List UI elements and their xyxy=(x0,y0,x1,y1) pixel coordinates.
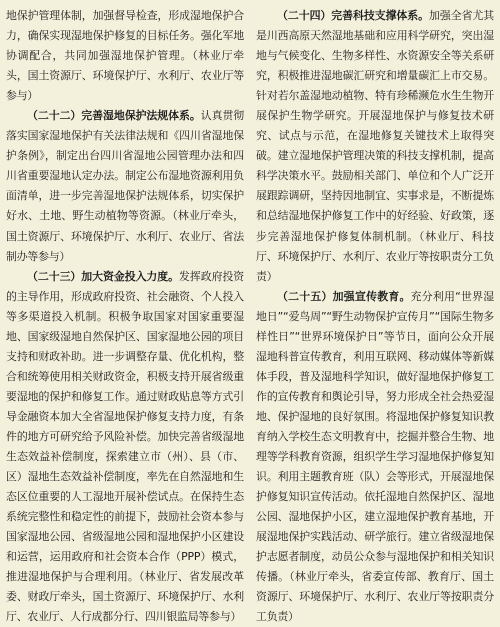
section-23 xyxy=(6,267,244,627)
section-25 xyxy=(256,287,494,627)
left-column xyxy=(6,6,244,624)
section-22 xyxy=(6,106,244,266)
section-22-heading: （二十二）完善湿地保护法规体系。 xyxy=(27,109,201,123)
section-25-body: 充分利用“世界湿地日”“爱鸟周”“野生动物保护宣传月”“国际生物多样性日”“世界环境保护日”等节日，面向公众开展湿地科普宣传教育，利用互联网、移动媒体等新媒体手段，普及湿地科学知识，做好湿地保护修复工作的宣传教育和舆论引导，努力形成全社会热爱湿地、保护湿地的良好氛围。将湿地保护修复知识教育纳入学校生态文明教育中，挖掘并整合生物、地理等学科教育资源，组织学生学习湿地保护修复知识。利用主题教育班（队）会等形式，开展湿地保护修复知识宣传活动。依托湿地自然保护区、湿地公园、湿地保护小区，建立湿地保护教育基地，开展湿地保护实践活动、研学旅行。建立省级湿地保护志愿者制度，动员公众参与湿地保护和相关知识传播。（林业厅牵头，省委宣传部、教育厅、国土资源厅、环境保护厅、水利厅、农业厅等按职责分工负责） xyxy=(256,289,494,624)
section-24 xyxy=(256,6,494,287)
section-24-body: 加强全省尤其是川西高原天然湿地基础和应用科学研究，突出湿地与气候变化、生物多样性、水资源安全等关系研究，积极推进湿地碳汇研究和增量碳汇上市交易。针对若尔盖湿地动植物、特有珍稀濒危水生生物开展保护生物学研究。开展湿地保护与修复技术研究、试点与示范，在湿地修复关键技术上取得突破。建立湿地保护管理决策的科技支撑机制，提高科学决策水平。鼓励相关部门、单位和个人广泛开展跟踪调研，坚持因地制宜、实事求是，不断提炼和总结湿地保护修复工作中的好经验、好政策，逐步完善湿地保护修复体制机制。（林业厅、科技厅、环境保护厅、水利厅、农业厅等按职责分工负责） xyxy=(256,9,494,283)
section-22-body: 认真贯彻落实国家湿地保护有关法律法规和《四川省湿地保护条例》，制定出台四川省湿地公园管理办法和四川省重要湿地认定办法。制定公布湿地资源利用负面清单，进一步完善湿地保护法规体系，切实保护好水、土地、野生动植物等资源。（林业厅牵头，国土资源厅、环境保护厅、水利厅、农业厅、省法制办等参与） xyxy=(6,109,244,263)
paragraph-text: 地保护管理体制，加强督导检查，形成湿地保护合力，确保实现湿地保护修复的目标任务。强化军地协调配合，共同加强湿地保护管理。（林业厅牵头，国土资源厅、环境保护厅、水利厅、农业厅等参与） xyxy=(6,9,244,103)
section-24-heading: （二十四）完善科技支撑体系。 xyxy=(277,9,430,22)
right-column xyxy=(256,6,494,624)
paragraph-continuation xyxy=(6,6,244,106)
section-23-heading: （二十三）加大资金投入力度。 xyxy=(27,269,180,283)
section-25-heading: （二十五）加强宣传教育。 xyxy=(277,289,411,303)
section-23-body: 发挥政府投资的主导作用，形成政府投资、社会融资、个人投入等多渠道投入机制。积极争取国家对国家重要湿地、国家级湿地自然保护区、国家湿地公园的项目支持和财政补助。进一步调整存量、优化机构，整合和统筹使用相关财政资金，积极支持开展省级重要湿地的保护和修复工作。通过财政贴息等方式引导金融资本加大全省湿地保护修复支持力度，有条件的地方可研究给予风险补偿。加快完善省级湿地生态效益补偿制度，探索建立市（州）、县（市、区）湿地生态效益补偿制度，率先在自然湿地和生态区位重要的人工湿地开展补偿试点。在保持生态系统完整性和稳定性的前提下，鼓励社会资本参与国家湿地公园、省级湿地公园和湿地保护小区建设和运营，运用政府和社会资本合作（PPP）模式，推进湿地保护与合理利用。（林业厅、省发展改革委、财政厅牵头，国土资源厅、环境保护厅、水利厅、农业厅、人行成都分行、四川银监局等参与） xyxy=(6,269,244,624)
